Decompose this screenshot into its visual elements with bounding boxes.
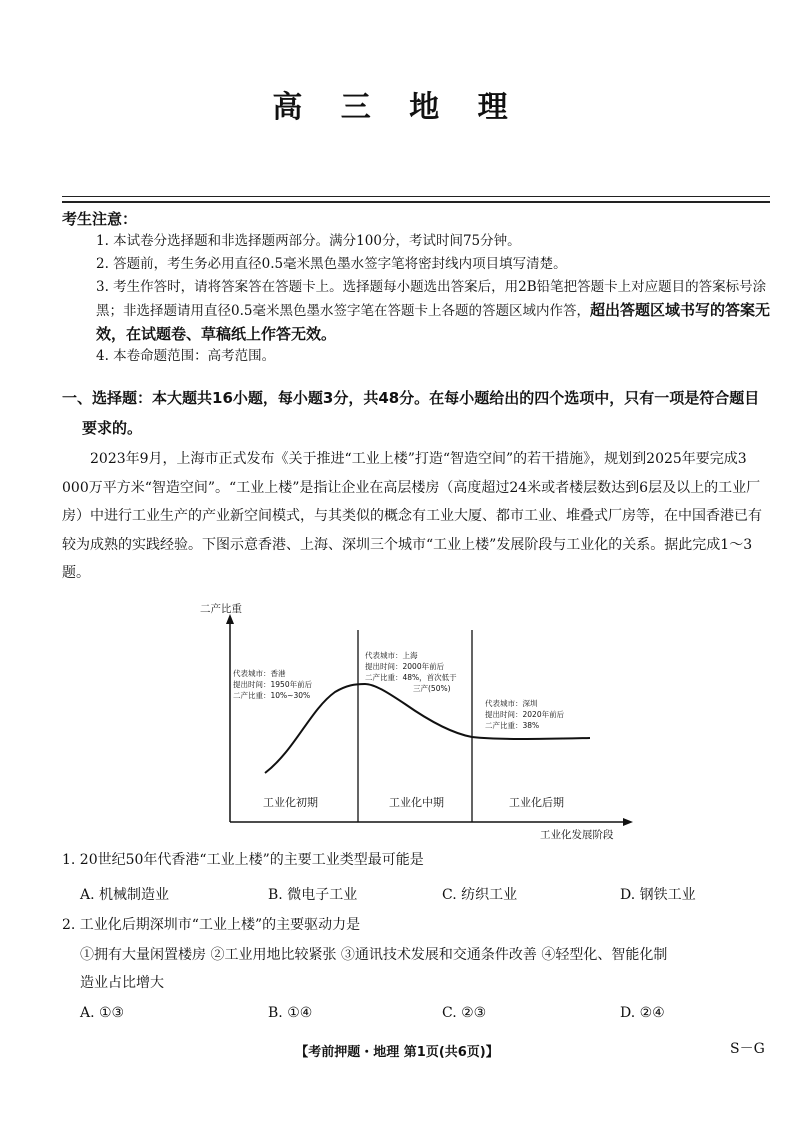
annotation-1-line-2: 提出时间：1950年前后 [233, 680, 313, 689]
question-2-items-line2: 造业占比增大 [80, 975, 164, 991]
page-title: 高 三 地 理 [272, 90, 522, 125]
page-footer: 【考前押题・地理 第1页(共6页)】 [295, 1045, 499, 1060]
question-1-option-d: D. 钢铁工业 [620, 887, 696, 903]
y-axis-arrow [226, 614, 234, 624]
annotation-2-line-3: 二产比重：48%，首次低于 [365, 673, 457, 682]
stage-label-3: 工业化后期 [509, 796, 564, 809]
question-2-option-d: D. ②④ [620, 1005, 665, 1021]
notice-item-4: 4. 本卷命题范围：高考范围。 [96, 348, 276, 364]
notice-heading: 考生注意： [62, 210, 138, 228]
x-axis-arrow [623, 818, 633, 826]
paper-code: S－G [730, 1041, 765, 1057]
notice-item-3-text: 3. 考生作答时，请将答案答在答题卡上。选择题每小题选出答案后，用2B铅笔把答题卡上对应题目的答案标号涂黑；非选择题请用直径0.5毫米黑色墨水签字笔在答题卡上各题的答题区域内作答， [96, 279, 767, 319]
notice-item-1: 1. 本试卷分选择题和非选择题两部分。满分100分，考试时间75分钟。 [96, 233, 521, 249]
question-2-option-b: B. ①④ [268, 1005, 313, 1021]
x-axis-label: 工业化发展阶段 [540, 829, 614, 841]
question-1-option-b: B. 微电子工业 [268, 887, 358, 903]
annotation-3-line-3: 二产比重：38% [485, 721, 540, 730]
question-1-stem: 1. 20世纪50年代香港“工业上楼”的主要工业类型最可能是 [62, 852, 424, 868]
top-divider-thick [62, 201, 770, 203]
question-1-option-c: C. 纺织工业 [442, 887, 518, 903]
question-2-items-line1: ①拥有大量闲置楼房 ②工业用地比较紧张 ③通讯技术发展和交通条件改善 ④轻型化、智能化制 [80, 947, 668, 963]
passage: 2023年9月，上海市正式发布《关于推进“工业上楼”打造“智造空间”的若干措施》，规划到2025年要完成3 000万平方米“智造空间”。“工业上楼”是指让企业在高层楼房（高度超过24米或者楼层数达到6层及以上的工业厂房）中进行工业生产的产业新空间模式，与其类似的概念有工业大厦、都市工业、堆叠式厂房等，在中国香港已有较为成熟的实践经验。下图示意香港、上海、深圳三个城市“工业上楼”发展阶段与工业化的关系。据此完成1～3题。 [62, 451, 762, 581]
y-axis-label: 二产比重 [200, 603, 242, 615]
annotation-3-line-1: 代表城市：深圳 [485, 699, 538, 708]
question-2-option-c: C. ②③ [442, 1005, 487, 1021]
section-heading-line2: 要求的。 [82, 419, 143, 437]
top-divider [62, 196, 770, 197]
annotation-2-line-1: 代表城市：上海 [365, 651, 418, 660]
notice-item-3-emphasis: 超出答题区域书写的答案无效，在试题卷、草稿纸上作答无效。 [96, 301, 770, 343]
section-heading-line1: 一、选择题：本大题共16小题，每小题3分，共48分。在每小题给出的四个选项中，只有一项是符合题目 [62, 389, 760, 407]
industrialization-chart [195, 600, 645, 845]
question-2-stem: 2. 工业化后期深圳市“工业上楼”的主要驱动力是 [62, 917, 361, 933]
notice-item-2: 2. 答题前，考生务必用直径0.5毫米黑色墨水签字笔将密封线内项目填写清楚。 [96, 256, 567, 272]
annotation-2-line-2: 提出时间：2000年前后 [365, 662, 445, 671]
secondary-industry-share-curve [265, 684, 590, 773]
stage-label-1: 工业化初期 [263, 796, 318, 809]
annotation-3-line-2: 提出时间：2020年前后 [485, 710, 565, 719]
annotation-2-line-4: 三产(50%) [413, 684, 451, 693]
question-1-option-a: A. 机械制造业 [80, 887, 170, 903]
stage-label-2: 工业化中期 [389, 796, 444, 809]
question-2-option-a: A. ①③ [80, 1005, 125, 1021]
notice-item-3 [96, 276, 776, 347]
annotation-1-line-3: 二产比重：10%~30% [233, 691, 311, 700]
annotation-1-line-1: 代表城市：香港 [233, 669, 286, 678]
